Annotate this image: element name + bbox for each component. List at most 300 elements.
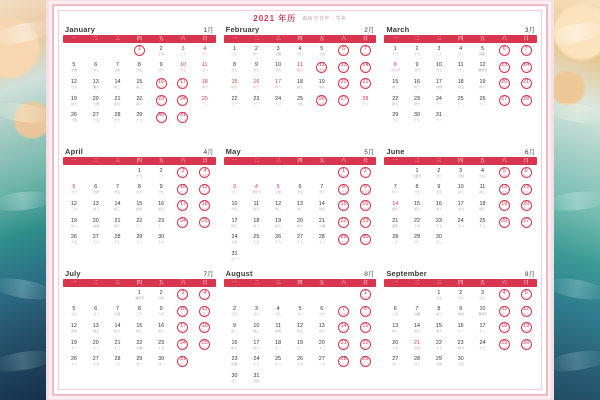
day-cell[interactable] xyxy=(406,337,428,354)
day-cell[interactable] xyxy=(172,320,194,337)
lunar-label: 廿五 xyxy=(136,68,143,73)
day-cell[interactable] xyxy=(428,198,450,215)
day-cell[interactable] xyxy=(406,76,428,93)
day-cell[interactable] xyxy=(406,110,428,127)
day-cell[interactable] xyxy=(515,165,537,182)
day-cell[interactable] xyxy=(406,304,428,321)
day-cell[interactable] xyxy=(128,182,150,199)
day-cell[interactable] xyxy=(267,354,289,371)
day-cell[interactable] xyxy=(107,215,129,232)
day-cell[interactable] xyxy=(245,354,267,371)
day-cell[interactable] xyxy=(289,43,311,60)
day-cell[interactable] xyxy=(172,182,194,199)
day-cell[interactable] xyxy=(493,304,515,321)
day-cell[interactable] xyxy=(406,182,428,199)
day-cell[interactable] xyxy=(267,76,289,93)
day-cell[interactable] xyxy=(63,182,85,199)
day-cell[interactable] xyxy=(355,354,377,371)
day-cell[interactable] xyxy=(85,215,107,232)
day-cell[interactable] xyxy=(493,337,515,354)
day-cell[interactable] xyxy=(384,43,406,60)
day-cell[interactable] xyxy=(333,354,355,371)
day-number: 23 xyxy=(457,339,464,346)
day-number: 15 xyxy=(414,201,421,208)
day-cell[interactable] xyxy=(128,304,150,321)
day-cell[interactable] xyxy=(63,76,85,93)
day-cell[interactable] xyxy=(63,198,85,215)
month-name: July xyxy=(65,269,81,278)
day-cell[interactable] xyxy=(245,232,267,249)
day-number: 11 xyxy=(201,62,208,69)
day-cell[interactable] xyxy=(85,337,107,354)
day-cell[interactable] xyxy=(128,43,150,60)
day-cell[interactable] xyxy=(311,182,333,199)
day-cell[interactable] xyxy=(450,60,472,77)
day-number: 21 xyxy=(114,339,121,346)
day-cell[interactable] xyxy=(384,232,406,249)
day-cell[interactable] xyxy=(128,337,150,354)
day-number: 29 xyxy=(136,112,143,119)
day-cell[interactable] xyxy=(472,182,494,199)
day-cell[interactable] xyxy=(406,198,428,215)
day-cell[interactable] xyxy=(128,93,150,110)
day-cell[interactable] xyxy=(245,304,267,321)
day-number: 25 xyxy=(253,234,260,241)
day-cell[interactable] xyxy=(172,198,194,215)
day-cell[interactable] xyxy=(267,304,289,321)
day-cell[interactable] xyxy=(194,165,216,182)
day-cell[interactable] xyxy=(63,337,85,354)
day-cell[interactable] xyxy=(289,215,311,232)
day-cell[interactable] xyxy=(224,198,246,215)
day-cell[interactable] xyxy=(85,110,107,127)
day-cell[interactable] xyxy=(128,110,150,127)
day-cell[interactable] xyxy=(384,337,406,354)
day-cell[interactable] xyxy=(128,165,150,182)
day-cell[interactable] xyxy=(224,248,246,265)
lunar-label: 初二 xyxy=(457,190,464,195)
day-cell[interactable] xyxy=(450,354,472,371)
day-cell[interactable] xyxy=(515,304,537,321)
day-cell[interactable] xyxy=(311,76,333,93)
day-cell[interactable] xyxy=(194,43,216,60)
day-cell[interactable] xyxy=(311,337,333,354)
day-cell[interactable] xyxy=(107,93,129,110)
day-cell[interactable] xyxy=(428,110,450,127)
day-cell[interactable] xyxy=(194,337,216,354)
day-cell[interactable] xyxy=(267,198,289,215)
day-cell[interactable] xyxy=(172,43,194,60)
day-cell[interactable] xyxy=(150,76,172,93)
day-cell[interactable] xyxy=(172,354,194,371)
day-cell[interactable] xyxy=(172,110,194,127)
day-cell[interactable] xyxy=(384,60,406,77)
day-cell[interactable] xyxy=(85,93,107,110)
day-cell[interactable] xyxy=(150,198,172,215)
lunar-label: 廿四 xyxy=(253,379,260,383)
day-cell[interactable] xyxy=(333,337,355,354)
day-cell-empty xyxy=(450,110,472,127)
day-cell[interactable] xyxy=(406,232,428,249)
day-cell[interactable] xyxy=(355,93,377,110)
day-cell[interactable] xyxy=(194,215,216,232)
day-cell[interactable] xyxy=(311,354,333,371)
day-cell[interactable] xyxy=(289,93,311,110)
day-cell[interactable] xyxy=(267,93,289,110)
day-cell[interactable] xyxy=(224,43,246,60)
day-cell[interactable] xyxy=(450,287,472,304)
day-cell[interactable] xyxy=(85,198,107,215)
day-cell[interactable] xyxy=(150,337,172,354)
day-cell[interactable] xyxy=(245,182,267,199)
day-cell[interactable] xyxy=(493,287,515,304)
day-cell[interactable] xyxy=(63,304,85,321)
day-cell[interactable] xyxy=(493,76,515,93)
day-cell[interactable] xyxy=(245,337,267,354)
day-cell[interactable] xyxy=(384,320,406,337)
day-cell[interactable] xyxy=(428,43,450,60)
day-cell[interactable] xyxy=(515,198,537,215)
day-cell[interactable] xyxy=(245,370,267,387)
day-cell[interactable] xyxy=(194,182,216,199)
day-cell-empty xyxy=(267,287,289,304)
day-cell[interactable] xyxy=(355,215,377,232)
day-cell[interactable] xyxy=(150,215,172,232)
day-cell[interactable] xyxy=(289,320,311,337)
day-cell[interactable] xyxy=(515,337,537,354)
day-cell[interactable] xyxy=(128,232,150,249)
day-cell[interactable] xyxy=(224,370,246,387)
day-cell[interactable] xyxy=(450,320,472,337)
day-cell[interactable] xyxy=(355,304,377,321)
day-cell[interactable] xyxy=(172,304,194,321)
day-cell[interactable] xyxy=(311,60,333,77)
day-cell[interactable] xyxy=(472,287,494,304)
day-cell[interactable] xyxy=(267,320,289,337)
day-cell[interactable] xyxy=(384,93,406,110)
day-cell[interactable] xyxy=(128,76,150,93)
day-cell[interactable] xyxy=(194,287,216,304)
day-cell[interactable] xyxy=(355,43,377,60)
day-cell[interactable] xyxy=(128,354,150,371)
day-cell[interactable] xyxy=(406,320,428,337)
day-cell[interactable] xyxy=(333,232,355,249)
day-cell[interactable] xyxy=(515,320,537,337)
day-cell[interactable] xyxy=(85,354,107,371)
day-cell[interactable] xyxy=(406,60,428,77)
day-cell[interactable] xyxy=(406,354,428,371)
day-cell[interactable] xyxy=(289,60,311,77)
day-cell[interactable] xyxy=(493,165,515,182)
day-cell[interactable] xyxy=(224,60,246,77)
day-cell[interactable] xyxy=(267,337,289,354)
day-number: 18 xyxy=(253,217,260,224)
day-cell[interactable] xyxy=(355,337,377,354)
day-cell[interactable] xyxy=(472,320,494,337)
day-cell[interactable] xyxy=(224,215,246,232)
day-cell[interactable] xyxy=(224,76,246,93)
weeks-container xyxy=(224,43,377,143)
day-cell[interactable] xyxy=(355,60,377,77)
day-cell-empty xyxy=(128,248,150,265)
day-cell[interactable] xyxy=(406,43,428,60)
day-cell[interactable] xyxy=(63,60,85,77)
day-cell[interactable] xyxy=(472,337,494,354)
swirl-stroke xyxy=(0,100,46,127)
day-cell[interactable] xyxy=(224,304,246,321)
day-cell[interactable] xyxy=(267,182,289,199)
day-cell[interactable] xyxy=(472,43,494,60)
day-cell[interactable] xyxy=(245,215,267,232)
day-cell[interactable] xyxy=(384,304,406,321)
day-cell[interactable] xyxy=(355,165,377,182)
day-number: 22 xyxy=(340,217,347,224)
day-cell[interactable] xyxy=(450,93,472,110)
day-cell[interactable] xyxy=(406,215,428,232)
day-cell[interactable] xyxy=(515,182,537,199)
day-cell[interactable] xyxy=(150,182,172,199)
day-cell[interactable] xyxy=(172,165,194,182)
day-cell[interactable] xyxy=(333,215,355,232)
day-cell[interactable] xyxy=(172,93,194,110)
day-cell[interactable] xyxy=(224,93,246,110)
day-cell[interactable] xyxy=(311,93,333,110)
day-cell[interactable] xyxy=(333,93,355,110)
week-row xyxy=(384,198,537,215)
day-cell[interactable] xyxy=(245,43,267,60)
day-cell[interactable] xyxy=(355,182,377,199)
day-cell[interactable] xyxy=(150,43,172,60)
day-cell[interactable] xyxy=(333,198,355,215)
day-cell[interactable] xyxy=(107,320,129,337)
day-cell[interactable] xyxy=(428,304,450,321)
day-cell[interactable] xyxy=(85,304,107,321)
day-cell[interactable] xyxy=(245,76,267,93)
week-row xyxy=(224,370,377,387)
day-cell[interactable] xyxy=(450,337,472,354)
day-cell[interactable] xyxy=(128,60,150,77)
day-cell[interactable] xyxy=(450,43,472,60)
day-cell[interactable] xyxy=(150,93,172,110)
day-cell[interactable] xyxy=(515,93,537,110)
day-cell[interactable] xyxy=(85,60,107,77)
day-cell[interactable] xyxy=(450,304,472,321)
day-cell[interactable] xyxy=(128,320,150,337)
day-cell[interactable] xyxy=(472,93,494,110)
day-cell[interactable] xyxy=(384,354,406,371)
day-cell[interactable] xyxy=(63,320,85,337)
day-cell[interactable] xyxy=(428,93,450,110)
day-cell[interactable] xyxy=(150,320,172,337)
day-cell[interactable] xyxy=(107,60,129,77)
day-cell[interactable] xyxy=(150,232,172,249)
day-cell[interactable] xyxy=(245,320,267,337)
day-cell[interactable] xyxy=(289,337,311,354)
day-cell[interactable] xyxy=(245,93,267,110)
day-cell[interactable] xyxy=(194,93,216,110)
day-cell[interactable] xyxy=(107,232,129,249)
day-cell[interactable] xyxy=(224,320,246,337)
day-cell[interactable] xyxy=(245,198,267,215)
day-cell[interactable] xyxy=(107,182,129,199)
day-cell[interactable] xyxy=(224,337,246,354)
day-cell[interactable] xyxy=(493,182,515,199)
day-cell[interactable] xyxy=(472,215,494,232)
day-cell[interactable] xyxy=(150,110,172,127)
day-cell[interactable] xyxy=(172,60,194,77)
day-cell[interactable] xyxy=(472,304,494,321)
day-cell[interactable] xyxy=(63,354,85,371)
day-cell-empty xyxy=(224,126,246,143)
day-cell[interactable] xyxy=(224,182,246,199)
day-cell[interactable] xyxy=(384,198,406,215)
day-cell[interactable] xyxy=(107,337,129,354)
day-cell[interactable] xyxy=(245,60,267,77)
day-cell[interactable] xyxy=(333,165,355,182)
day-cell[interactable] xyxy=(194,76,216,93)
day-cell[interactable] xyxy=(107,198,129,215)
day-cell[interactable] xyxy=(472,165,494,182)
day-cell[interactable] xyxy=(450,215,472,232)
day-number: 22 xyxy=(435,339,442,346)
day-cell[interactable] xyxy=(355,198,377,215)
day-cell[interactable] xyxy=(85,320,107,337)
day-cell[interactable] xyxy=(384,110,406,127)
day-cell[interactable] xyxy=(333,182,355,199)
day-cell[interactable] xyxy=(493,320,515,337)
day-cell[interactable] xyxy=(194,198,216,215)
day-cell[interactable] xyxy=(172,337,194,354)
day-cell[interactable] xyxy=(63,215,85,232)
day-cell[interactable] xyxy=(107,110,129,127)
lunar-label: 元旦 xyxy=(136,51,143,56)
day-cell[interactable] xyxy=(450,76,472,93)
day-number: 27 xyxy=(296,234,303,241)
day-cell[interactable] xyxy=(493,43,515,60)
day-cell[interactable] xyxy=(289,182,311,199)
day-cell[interactable] xyxy=(150,304,172,321)
day-cell[interactable] xyxy=(333,60,355,77)
day-cell[interactable] xyxy=(428,60,450,77)
day-cell[interactable] xyxy=(450,198,472,215)
day-cell[interactable] xyxy=(355,320,377,337)
day-cell[interactable] xyxy=(311,198,333,215)
day-cell[interactable] xyxy=(333,43,355,60)
day-cell[interactable] xyxy=(128,287,150,304)
day-cell[interactable] xyxy=(333,76,355,93)
day-cell[interactable] xyxy=(406,93,428,110)
day-cell[interactable] xyxy=(450,165,472,182)
day-cell[interactable] xyxy=(355,287,377,304)
day-cell[interactable] xyxy=(472,60,494,77)
day-cell[interactable] xyxy=(472,76,494,93)
day-cell[interactable] xyxy=(428,165,450,182)
day-cell[interactable] xyxy=(267,215,289,232)
day-cell[interactable] xyxy=(450,182,472,199)
day-cell[interactable] xyxy=(107,304,129,321)
day-cell[interactable] xyxy=(267,232,289,249)
day-cell[interactable] xyxy=(107,76,129,93)
day-cell[interactable] xyxy=(85,232,107,249)
day-cell[interactable] xyxy=(107,354,129,371)
day-cell[interactable] xyxy=(267,43,289,60)
day-cell[interactable] xyxy=(267,60,289,77)
day-cell[interactable] xyxy=(311,215,333,232)
day-cell[interactable] xyxy=(493,93,515,110)
day-cell[interactable] xyxy=(515,76,537,93)
day-cell[interactable] xyxy=(172,76,194,93)
day-cell[interactable] xyxy=(428,287,450,304)
day-cell[interactable] xyxy=(384,182,406,199)
day-cell[interactable] xyxy=(428,182,450,199)
day-cell[interactable] xyxy=(428,354,450,371)
day-cell[interactable] xyxy=(150,354,172,371)
lunar-label: 十二 xyxy=(158,223,165,228)
day-cell[interactable] xyxy=(406,165,428,182)
day-cell[interactable] xyxy=(150,287,172,304)
day-cell[interactable] xyxy=(515,215,537,232)
day-cell[interactable] xyxy=(63,93,85,110)
day-cell[interactable] xyxy=(311,232,333,249)
day-cell[interactable] xyxy=(428,215,450,232)
day-cell[interactable] xyxy=(150,60,172,77)
day-cell[interactable] xyxy=(85,182,107,199)
day-cell[interactable] xyxy=(311,304,333,321)
day-cell[interactable] xyxy=(194,320,216,337)
day-cell[interactable] xyxy=(428,76,450,93)
day-cell[interactable] xyxy=(472,198,494,215)
day-cell[interactable] xyxy=(289,232,311,249)
day-cell[interactable] xyxy=(428,232,450,249)
day-cell[interactable] xyxy=(289,354,311,371)
day-cell[interactable] xyxy=(355,76,377,93)
day-cell[interactable] xyxy=(515,43,537,60)
day-cell[interactable] xyxy=(428,320,450,337)
day-cell[interactable] xyxy=(384,215,406,232)
day-cell[interactable] xyxy=(333,320,355,337)
day-cell[interactable] xyxy=(493,60,515,77)
day-cell[interactable] xyxy=(384,76,406,93)
day-cell[interactable] xyxy=(63,232,85,249)
day-cell[interactable] xyxy=(194,60,216,77)
day-cell[interactable] xyxy=(311,320,333,337)
day-cell[interactable] xyxy=(515,60,537,77)
day-cell[interactable] xyxy=(172,215,194,232)
day-cell[interactable] xyxy=(128,198,150,215)
lunar-label: 十九 xyxy=(479,345,486,350)
day-cell[interactable] xyxy=(311,43,333,60)
day-number: 22 xyxy=(231,95,238,102)
day-cell[interactable] xyxy=(493,198,515,215)
day-cell[interactable] xyxy=(224,232,246,249)
day-cell[interactable] xyxy=(289,76,311,93)
day-cell[interactable] xyxy=(128,215,150,232)
day-cell[interactable] xyxy=(333,304,355,321)
day-cell[interactable] xyxy=(172,287,194,304)
day-cell[interactable] xyxy=(493,215,515,232)
day-cell[interactable] xyxy=(289,198,311,215)
day-cell[interactable] xyxy=(515,287,537,304)
day-cell[interactable] xyxy=(150,165,172,182)
day-cell[interactable] xyxy=(63,110,85,127)
day-cell[interactable] xyxy=(355,232,377,249)
day-cell[interactable] xyxy=(85,76,107,93)
day-cell[interactable] xyxy=(428,337,450,354)
day-cell[interactable] xyxy=(289,304,311,321)
day-number: 25 xyxy=(201,217,208,224)
day-cell[interactable] xyxy=(194,304,216,321)
day-cell[interactable] xyxy=(224,354,246,371)
